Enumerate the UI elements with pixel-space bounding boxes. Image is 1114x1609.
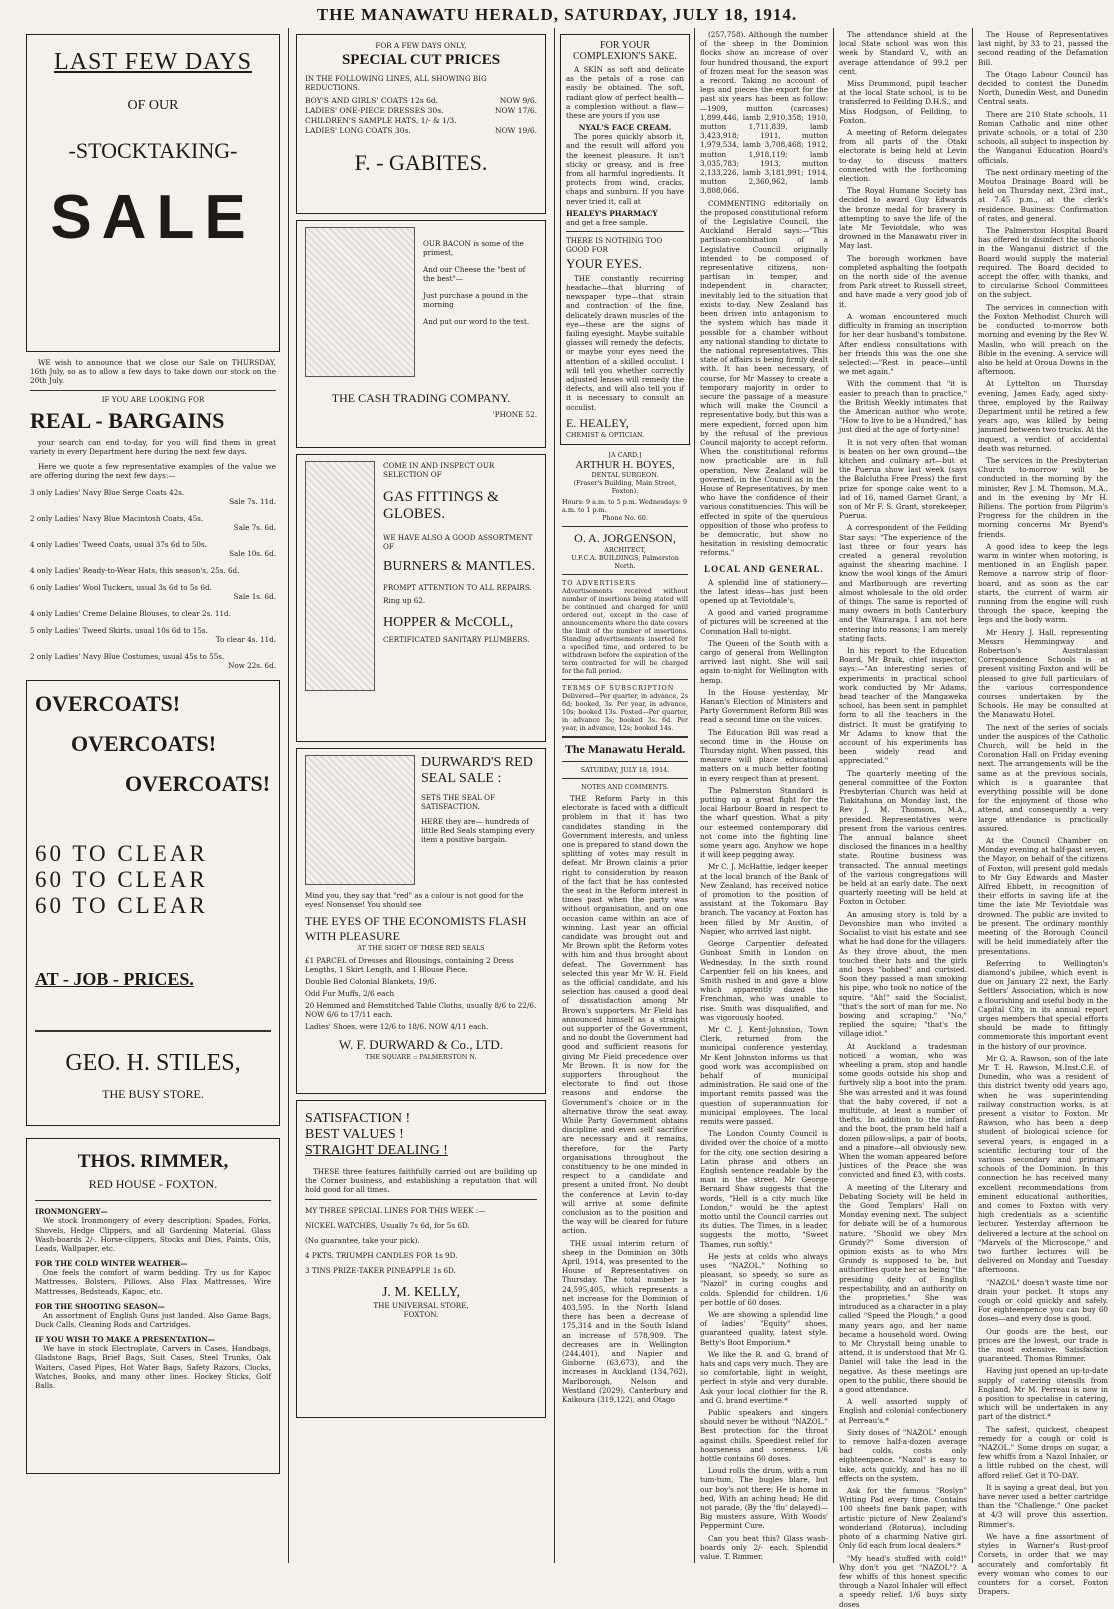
news-item: The House of Representatives last night, by 33 to 21, passed the second reading of the Defamation Bill.	[978, 30, 1108, 67]
column-ads-2	[292, 28, 550, 1563]
news-item: In his report to the Education Board, Mr Braik, chief inspector, says:—"An interesting series of experiments in practical school work conducted by Mr Adams, head teacher of the Mangaweka school, has been sent in pamphlet form to all the teachers in the district. It must be gratifying to Mr Adams to know that the account of his experiments has been widely read and appreciated."	[839, 646, 967, 766]
price-item-name: 2 only Ladies' Navy Blue Macintosh Coats, 45s.	[30, 514, 204, 524]
sale-of-our: OF OUR	[127, 98, 179, 113]
news-item: At the Council Chamber on Monday evening at half-past seven, the Mayor, on behalf of the citizens of Foxton, will present gold medals to Mr Guy Edwards and Master Alfred Ebbett, in recognition of their efforts in saving life at the time the late Mr Teviotdale was drowned. The public are invited to be present. The ordinary monthly meeting of the Borough Council will be held immediately after the presentations.	[978, 836, 1108, 956]
news-item: The London County Council is divided over the choice of a motto for the city, one section desiring a Latin phrase and others an English sentence readable by the man in the street. Mr George Bernard Shaw suggests that the words, "Hell is a city much like London," would be the aptest motto until the Council carries out its duties. The Times, in a leader, suggests the motto, "Sweet Thames, run softly."	[700, 1129, 828, 1249]
job-prices: AT - JOB - PRICES.	[35, 969, 194, 990]
rimmer-section-text: One feels the comfort of warm bedding. Try us for Kapoc Mattresses, Bolsters, Pillows. Also Flax Mattresses, Wire Mattresses, Bedsteads, Kapoc, etc.	[35, 1268, 271, 1296]
kelly-sub: THE UNIVERSAL STORE,	[373, 1300, 469, 1310]
healey-name: E. HEALEY,	[566, 415, 629, 430]
clear-line-2: 60 TO CLEAR	[35, 867, 208, 893]
hopper-l2: GAS FITTINGS & GLOBES.	[383, 489, 499, 522]
eyes-heading: YOUR EYES.	[566, 255, 642, 271]
editorial-3: (257,758). Although the number of the sheep in the Dominion flocks show an increase of over four hundred thousand, the export of frozen meat for the season was a record. Taking no account of legs and pieces the export for the past six years has been as follow:—1909, mutton (carcases) 1,899,446, lamb 2,910,358; 1910, mutton 1,711,839, lamb 3,423,918; 1911, mutton 1,979,534, lamb 3,708,468; 1912, mutton 1,918,119; lamb 3,035,783; 1913, mutton 2,133,226, lamb 3,181,991; 1914, mutton 2,360,962, lamb 3,808,066.	[700, 30, 828, 196]
kelly-item: 4 PKTS. TRIUMPH CANDLES FOR 1s 9D.	[305, 1250, 458, 1260]
durward-seal: SETS THE SEAL OF SATISFACTION.	[421, 793, 496, 811]
hopper-l4: BURNERS & MANTLES.	[383, 559, 536, 574]
news-item: Loud rolls the drum, with a rum tum-tum, The bugles blare, but our boy's not there; He is home in bed, With an aching head; He did not parade, (By the 'flu' delayed)— Big musters assure, With Woods' Peppermint Cure.	[700, 1466, 828, 1531]
healey-cream: NYAL'S FACE CREAM.	[578, 123, 672, 133]
news-item: Mr G. A. Rawson, son of the late Mr T. H. Rawson, M.Inst.C.E. of Dunedin, who was a resident of this district twenty odd years ago, when he was superintending railway construction works, is at present a visitor to Foxton. Mr Rawson, who has been a deep student of biological science for several years, is engaged in a scientific lecturing tour of the various secondary and primary schools of the Dominion. In this connection he has received many excellent recommendations from eminent educational authorities, and comes to Foxton with very high credentials as a scientific lecturer. Yesterday afternoon he delivered a lecture at the school on "Marvels of the Microscope," and two further lectures will be delivered on Monday and Tuesday afternoons.	[978, 1053, 1108, 1275]
hopper-l5: PROMPT ATTENTION TO ALL REPAIRS.	[383, 583, 532, 592]
overcoats-line-1: OVERCOATS!	[35, 691, 181, 717]
price-list-item	[30, 583, 276, 601]
kelly-l3: STRAIGHT DEALING !	[305, 1143, 448, 1158]
rimmer-section-heading: FOR THE SHOOTING SEASON—	[35, 1301, 165, 1311]
subscription-heading: TERMS OF SUBSCRIPTION	[562, 683, 675, 692]
hopper-l1: COME IN AND INSPECT OUR SELECTION OF	[383, 461, 495, 479]
rimmer-section-heading: IRONMONGERY—	[35, 1207, 108, 1217]
healey-l1: FOR YOUR COMPLEXION'S SAKE.	[572, 40, 678, 62]
gabites-item	[305, 116, 537, 126]
price-list-item	[30, 652, 276, 670]
news-item: We like the R. and G. brand of hats and caps very much. They are so comfortable, light in weight, perfect in style and very durable. Ask your local clothier for the R. and G. brand evertime.*	[700, 1349, 828, 1405]
column-5	[836, 28, 970, 1609]
real-bargains-heading: REAL - BARGAINS	[30, 407, 225, 433]
boyes-card-label: [A CARD.]	[608, 450, 642, 459]
news-item: The borough workmen have completed asphalting the footpath on the north side of the avenue from Park street to Russell street, and have made a very good job of it.	[839, 253, 967, 309]
gabites-item-price: NOW 9/6.	[499, 96, 537, 105]
cash-phone: 'PHONE 52.	[492, 410, 537, 419]
news-item: The next ordinary meeting of the Moutoa Drainage Board will be held on Thursday next, 23rd inst., at 7.45 p.m., at the clerk's residence. Business: Confirmation of rates, and general.	[978, 167, 1108, 223]
news-item: Miss Drummond, pupil teacher at the local State school, is to be transferred to Feilding D.H.S., and Miss Hodgson, of Feilding, to Foxton.	[839, 79, 967, 125]
durward-eyes: THE EYES OF THE ECONOMISTS FLASH WITH PLEASURE	[305, 914, 527, 943]
price-item-name: 5 only Ladies' Tweed Skirts, usual 10s 6d to 15s.	[30, 626, 208, 636]
kelly-item: 3 TINS PRIZE-TAKER PINEAPPLE 1s 6D.	[305, 1265, 456, 1275]
gabites-l3: IN THE FOLLOWING LINES, ALL SHOWING BIG REDUCTIONS.	[305, 74, 487, 92]
news-item: A correspondent of the Feilding Star says: "The experience of the last three or four years has created a general revolution against the shearing machine. I know the wool kings of the Amuri and Marlborough are reverting almost wholesale to the old order of things. The same is reported of many owners in both Canterbury and the Wairarapa. I am not here entering into reasons; I am merely stating facts.	[839, 523, 967, 643]
gabites-item	[305, 126, 537, 136]
kelly-l2: BEST VALUES !	[305, 1127, 404, 1142]
editorial-2: THE usual interim return of sheep in the Dominion on 30th April, 1914, was presented to the House of Representatives on Thursday. The total number is 24,595,405, which represents a net increase for the Dominion of 403,595. In the North Island there has been a decrease of 175,314 and in the South Island an increase of 578,909. The decreases are in Wellington (244,401), and Napier and Gisborne (63,673), and the increases in Auckland (134,762), Marlborough, Nelson and Westland (2029), Canterbury and Kaikoura (319,122), and Otago	[562, 1238, 688, 1405]
kelly-ad	[296, 1100, 546, 1418]
news-item: The Queen of the South with a cargo of general from Wellington arrived last night. She will sail again to-night for Wellington with hemp.	[700, 638, 828, 685]
price-item-name: 4 only Ladies' Tweed Coats, usual 37s 6d to 50s.	[30, 540, 207, 550]
news-item: The services in connection with the Foxton Methodist Church will be conducted to-morrow both morning and evening by the Rev W. Maslin, who will preach on the Bible in the evening. A service will also be held at Oroua Downs in the afternoon.	[978, 302, 1108, 377]
price-item-name: 2 only Ladies' Navy Blue Costumes, usual 45s to 55s.	[30, 652, 225, 662]
kelly-text: THESE three features faithfully carried out are building up the Corner business, and establishing a reputation that will hold good for all times.	[305, 1167, 537, 1195]
clear-line-3: 60 TO CLEAR	[35, 893, 208, 919]
paper-title: The Manawatu Herald.	[564, 741, 686, 756]
column-3	[558, 28, 692, 1563]
news-item: A meeting of the Literary and Debating Society will be held in the Good Templars' Hall on Monday evening next. The subject for debate will be of a humorous nature. "Should we obey Mrs Grundy?" Some diversion of opinion exists as to who Mrs Grundy is supposed to be, but authorities quote her as being "the presiding deity of English respectability, and an authority on the proprieties." She was introduced as a character in a play called "Speed the Plough," a good many years ago, and her name became a household word. Owing to Mr Chrystall being unable to attend, it is understood that Mr G. Daniel will take the lead in the negative. As these meetings are open to the public, there should be a good attendance.	[839, 1182, 967, 1395]
eyes-text: THE constantly recurring headache—that blurring of newspaper type—that strain and contraction of the fine, delicately drawn muscles of the eye—these are the signs of failing eyesight. Maybe suitable glasses will remedy the defects, or maybe your eyes need the attention of a skilled occulist. I will tell you whether correctly adjusted lenses will remedy the defects, and will also tell you if it is necessary to consult an occulist.	[566, 273, 684, 412]
news-item: The safest, quickest, cheapest remedy for a cough or cold is "NAZOL." Some drops on sugar, a few whiffs from a Nazol Inhaler, or a little rubbed on the chest, will afford relief. Get it TO-DAY.	[978, 1424, 1108, 1480]
butcher-illustration	[305, 227, 415, 377]
healey-pharmacy: HEALEY'S PHARMACY	[566, 208, 658, 218]
rimmer-section-text: We have in stock Electroplate, Carvers in Cases, Handbags, Gladstone Bags, Brief Bags, Suit Cases, Steel Trunks, Oak Waiters, Cased Pipes, Hot Water Bags, Safety Razors, Clocks, Watches, Books, and many other lines. Hockey Sticks, Golf Balls.	[35, 1344, 271, 1391]
price-item-name: 3 only Ladies' Navy Blue Serge Coats 42s.	[30, 488, 185, 498]
editorial-4: COMMENTING editorially on the proposed constitutional reform of the Legislative Council, the Auckland Herald says:—"This partisan-combination of a Legislative Council originally intended to be composed of representative citizens, non-partisan in temper, and independent in character, inevitably led to the situation that exists to-day. New Zealand has been driven into antagonism to the system which has made it possible for a chamber without any national standing to dictate to the national representatives. This state of affairs is being firmly dealt with. It has been necessary, of course, for Mr Massey to create a temporary majority in order to secure the passage of a measure which will make the Council a representative body, but this was a mere expedient, forced upon him by the refusal of the previous Council majority to accept reform. When the constitutional reforms now practicable are in full operation, New Zealand will be governed, in the Council as in the House of Representatives, by men who have the confidence of their various constituencies. This will be effected in spite of the querulous opposition of those who profess to be democratic, but show no hesitation in resisting democratic reforms."	[700, 198, 828, 558]
price-list	[30, 488, 276, 670]
healey-text-2: The pores quickly absorb it, and the result will afford you the keenest pleasure. It isn't sticky or greasy, and is free from all harmful ingredients. It protects from wind, cracks, chaps and sunburn. If you have never tried it, call at	[566, 132, 684, 206]
advertisers-text: Advertisements received without number of insertions being stated will be continued and charged for until ordered out, except in the case of announcements where the date covers the limit of the number of insertions. Standing advertisements inserted for a specified time, and ordered to be withdrawn before the expiration of the term contracted for will be charged for the full period.	[562, 586, 688, 675]
durward-name: W. F. DURWARD & Co., LTD.	[338, 1037, 504, 1052]
gabites-item	[305, 96, 537, 106]
news-item: Sixty doses of "NAZOL" enough to remove half-a-dozen average bad colds, costs only eighteenpence. "Nazol" is easy to take, acts quickly, and has no ill effects on the system.	[839, 1427, 967, 1483]
boyes-addr: (Fraser's Building, Main Street, Foxton).	[573, 478, 677, 495]
hopper-ad	[296, 454, 546, 742]
news-item: A good and varied programme of pictures will be screened at the Coronation Hall to-night.	[700, 608, 828, 636]
stiles-bargains	[22, 358, 284, 670]
rimmer-section-heading: FOR THE COLD WINTER WEATHER—	[35, 1259, 188, 1269]
cash-trading-ad	[296, 220, 546, 448]
sale-big-word: SALE	[50, 183, 256, 252]
stiles-name: GEO. H. STILES,	[65, 1050, 241, 1077]
news-item: "NAZOL" doesn't waste time nor drain your pocket. It stops any cough or cold quickly and safely. For eighteenpence you can buy 60 doses—and every dose is good.	[978, 1277, 1108, 1324]
gabites-item-name: BOY'S AND GIRLS' COATS 12s 6d.	[305, 96, 439, 105]
news-item: The next of the series of socials under the auspices of the Catholic Church, will be held in the Coronation Hall on Friday evening next. The arrangements will be the same as at the previous socials, which is a guarantee that everything possible will be done for the enjoyment of those who attend, and consequently a very large attendance is practically assured.	[978, 722, 1108, 833]
price-item-price: Sale 10s. 6d.	[229, 549, 276, 559]
news-item: We have a fine assortment of styles in Warner's Rust-proof Corsets, in order that we may accurately and comfortably fit every woman who comes to our counters for a corset. Foxton Drapers.	[978, 1531, 1108, 1597]
kelly-town: FOXTON.	[403, 1309, 439, 1319]
clear-line-1: 60 TO CLEAR	[35, 841, 208, 867]
news-item: A splendid line of stationery—the latest ideas—has just been opened up at Teviotdale's.	[700, 577, 828, 605]
gabites-ad	[296, 34, 546, 214]
price-item-price: Sale 7s. 11d.	[229, 497, 276, 507]
overcoats-line-2: OVERCOATS!	[71, 731, 217, 757]
price-item-price: Sale 1s. 6d.	[233, 592, 276, 602]
jorgenson-name: O. A. JORGENSON,	[574, 530, 676, 545]
news-item: At Lyttelton on Thursday evening, James Eady, aged sixty-three, employed by the Railway Department until he retired a few years ago, was killed by being jammed between two trucks. At the inquest, a verdict of accidental death was returned.	[978, 379, 1108, 453]
news-item: At Auckland a tradesman noticed a woman, who was wheeling a pram, stop and handle some goods outside his shop and furtively slip a boot into the pram. She was arrested and it was found that the baby covered, if not a multitude, at least a number of thefts. In addition to the infant and the boot, the pram held half a dozen pillow-slips, a pair of boots, and a pinafore—all obviously new. When the woman appeared before Justices of the Peace she was convicted and fined £3, with costs.	[839, 1041, 967, 1180]
overcoats-line-3: OVERCOATS!	[125, 771, 271, 797]
subscription-text: Delivered—Per quarter, in advance, 2s 6d; booked, 3s. Per year, in advance, 10s; booked 13s. Posted—Per quarter, in advance 3s; booked 3s. 6d. Per year, in advance, 12s; booked 14s.	[562, 691, 688, 732]
kelly-l1: SATISFACTION !	[305, 1111, 411, 1126]
stiles-quote: Here we quote a few representative examples of the value we are offering during the next few days:—	[30, 462, 276, 481]
kelly-item: (No guarantee, take your pick).	[305, 1235, 420, 1245]
eyes-l1: THERE IS NOTHING TOO GOOD FOR	[566, 235, 663, 254]
news-item: Having just opened an up-to-date supply of catering utensils from England, Mr M. Perreau is now in a position to specialise in catering, which will be undertaken in any part of the district.*	[978, 1366, 1108, 1422]
durward-items	[305, 956, 537, 1031]
stiles-intro: WE wish to announce that we close our Sale on THURSDAY, 16th July, so as to allow a few days to take down our stock on the 20th July.	[30, 358, 276, 386]
news-item: The services in the Presbyterian Church to-morrow will be conducted in the morning by the minister, Rev J. M. Thomson, M.A., and in the evening by Mr H. Billens. The portion from Pilgrim's Progress for the children in the morning concerns Mr Byend's friends.	[978, 455, 1108, 539]
news-item: The Royal Humane Society has decided to award Guy Edwards the bronze medal for bravery in attempting to save the life of the late Mr Teviotdale, who was drowned in the Manawatu river in May last.	[839, 186, 967, 251]
stiles-looking: IF YOU ARE LOOKING FOR	[101, 394, 205, 404]
healey-cream-ad	[560, 34, 690, 445]
rimmer-sub: RED HOUSE - FOXTON.	[88, 1177, 218, 1192]
news-item: A meeting of Reform delegates from all parts of the Otaki electorate is being held at Levin to-day to discuss matters connected with the forthcoming election.	[839, 128, 967, 184]
rimmer-ad	[26, 1138, 280, 1474]
news-item: Referring to Wellington's diamond's jubilee, which event is due on January 22 next, the Early Settlers' Association, which is now a flourishing and useful body in the Capital City, in its annual report urges members that special efforts should be made to fittingly commemorate this important event in the history of our province.	[978, 958, 1108, 1051]
column-4	[697, 28, 831, 1563]
durward-heading: DURWARD'S RED SEAL SALE :	[421, 755, 533, 786]
durward-item: £1 PARCEL of Dresses and Blousings, containing 2 Dress Lengths, 1 Skirt Length, and 1 Blouse Piece.	[305, 956, 514, 974]
price-list-item	[30, 488, 276, 506]
seal-illustration	[305, 755, 415, 885]
news-item: A good idea to keep the legs warm in winter when motoring, is mentioned in an English paper. Remove a narrow strip of floor-board, and as soon as the car starts, the current of warm air running from the engine will rush through the space, keeping the legs and the body warm.	[978, 541, 1108, 625]
news-item: Mr C. J. Kent-Johnston, Town Clerk, returned from the municipal conference yesterday. Mr Kent Johnston informs us that good work was accomplished on behalf of municipal administration. He said one of the important remits passed was the question of superannuation for municipal employees. The local remits were passed.	[700, 1024, 828, 1126]
kelly-special: MY THREE SPECIAL LINES FOR THIS WEEK :—	[305, 1205, 486, 1215]
notes-heading: NOTES AND COMMENTS.	[581, 782, 669, 791]
news-item: In the House yesterday, Mr Hanan's Election of Ministers and Party Government Reform Bill was read a second time on the voices.	[700, 687, 828, 725]
news-item: A well assorted supply of English and colonial confectionery at Perreau's.*	[839, 1397, 967, 1425]
stiles-find: your search can end to-day, for you will find them in great variety in every Department here during the next few days.	[30, 437, 276, 456]
news-item: There are 210 State schools, 11 Roman Catholic and nine other private schools, or a total of 230 schools, all subject to inspection by the Wanganui Education Board's officials.	[978, 109, 1108, 165]
news-item: It is saying a great deal, but you have never used a better cartridge than the "Challenge." One packet at 4/3 will prove this assertion. Rimmer's.	[978, 1482, 1108, 1529]
local-heading: LOCAL AND GENERAL.	[704, 563, 824, 574]
cash-verse-line: Just purchase a pound in the morning	[423, 291, 528, 309]
gabites-item-price: NOW 19/6.	[494, 126, 537, 135]
price-list-item	[30, 626, 276, 644]
hopper-l3: WE HAVE ALSO A GOOD ASSORTMENT OF	[383, 533, 533, 551]
cash-name: THE CASH TRADING COMPANY.	[331, 391, 511, 405]
sale-heading: LAST FEW DAYS	[54, 49, 252, 75]
news-item: "My head's stuffed with cold!" Why don't you get "NAZOL"? A few whiffs of this honest specific through a Nazol Inhaler will effect a speedy relief. 1/6 buys sixty doses	[839, 1553, 967, 1609]
gabites-l1: FOR A FEW DAYS ONLY,	[375, 41, 467, 50]
durward-item: Double Bed Colonial Blankets, 19/6.	[305, 977, 437, 986]
gabites-l2: SPECIAL CUT PRICES	[341, 52, 501, 68]
gabites-item	[305, 106, 537, 116]
boyes-sub: DENTAL SURGEON.	[591, 470, 659, 479]
kelly-items	[305, 1221, 537, 1275]
durward-ad	[296, 748, 546, 1094]
durward-mind: Mind you, they say that "red" as a colour is not good for the eyes! Nonsense! You should see	[305, 891, 524, 909]
boyes-name: ARTHUR H. BOYES,	[575, 458, 675, 471]
paper-date: SATURDAY, JULY 18, 1914.	[580, 765, 670, 774]
news-item: An amusing story is told by a Devonshire man who invited a Socialist to visit his estate and see what he had done for the villagers. As they drove about, the men touched their hats and the girls and boys "bobbed" and curtsied. Soon they passed a man smoking his pipe, who took no notice of the squire. "Ah!" said the Socialist, "that's the sort of man for me. No bowing and scraping." "No," replied the squire; "that's the village idiot."	[839, 909, 967, 1039]
durward-here: HERE they are— hundreds of little Red Seals stamping every item a positive bargain.	[421, 817, 535, 844]
rimmer-section-text: We stock Ironmongery of every description: Spades, Forks, Shovels, Hedge Clippers, and all Gardening Material. Glass Wash-boards 2/-. Horse-clippers, Stocks and Dies, Paints, Oils, Leads, Wallpaper, etc.	[35, 1216, 271, 1254]
healey-sub: CHEMIST & OPTICIAN.	[566, 430, 645, 439]
durward-item: Ladies' Shoes, were 12/6 to 18/6. NOW 4/11 each.	[305, 1022, 489, 1031]
gabites-item-price: NOW 17/6.	[494, 106, 537, 115]
overcoats-ad	[26, 680, 280, 1126]
cash-verse-line: OUR BACON is some of the primest,	[423, 239, 524, 257]
durward-item: 20 Hemmed and Hemstitched Table Cloths, usually 8/6 to 22/6. NOW 6/6 to 17/11 each.	[305, 1001, 537, 1019]
news-item: Public speakers and singers should never be without "NAZOL." Best protection for the throat against chills. Speediest relief for hoarseness and soreness. 1/6 bottle contains 60 doses.	[700, 1408, 828, 1464]
column-stiles-rimmer	[22, 28, 284, 1563]
news-item: We are showing a splendid line of ladies' "Equity" shoes, guaranteed quality, latest style. Betty's Boot Emporium.*	[700, 1310, 828, 1347]
gabites-item-name: LADIES' LONG COATS 30s.	[305, 126, 411, 135]
news-item: George Carpentier defeated Gunboat Smith in London on Wednesday. In the sixth round Carpentier fell on his knees, and Smith rushed in and gave a blow which apparently dazed the Frenchman, who was unable to rise. Smith was disqualified, and was vigorously hooted.	[700, 939, 828, 1022]
hopper-ring: Ring up 62.	[383, 596, 426, 605]
news-item: The Education Bill was read a second time in the House on Thursday night. When passed, this measure will place educational matters on a much better footing in every respect than at present.	[700, 727, 828, 783]
gabites-item-name: LADIES' ONE-PIECE DRESSES 30s.	[305, 106, 444, 115]
price-item-price: Now 22s. 6d.	[228, 661, 276, 671]
kelly-item: NICKEL WATCHES, Usually 7s 6d, for 5s 6D.	[305, 1220, 470, 1230]
news-item: He jests at colds who always uses "NAZOL." Nothing so pleasant, so speedy, so sure as "Nazol" in curing coughs and colds. Splendid for children. 1/6 per bottle of 60 doses.	[700, 1251, 828, 1307]
news-item: The Otago Labour Council has decided to contest the Dunedin North, Dunedin West, and Dunedin Central seats.	[978, 69, 1108, 107]
hopper-name: HOPPER & McCOLL,	[383, 615, 514, 630]
news-item: A woman encountered much difficulty in framing an inscription for her dear husband's tombstone. After endless consultations with her friends this was the one she selected:—"Rest in peace—until we met again."	[839, 311, 967, 377]
price-item-price: To clear 4s. 11d.	[215, 635, 276, 645]
cash-verse-line: And put our word to the test.	[423, 317, 530, 326]
price-list-item	[30, 540, 276, 558]
jorgenson-addr: U.F.C.A. BUILDINGS, Palmerston North.	[571, 553, 679, 570]
cash-verse-line: And our Cheese the "best of the best"—	[423, 265, 526, 283]
jorgenson-sub: ARCHITECT,	[604, 545, 646, 554]
news-item: With the comment that "it is easier to preach than to practice," the British Weekly intimates that the American author who wrote, "How to live to be a Hundred," has just died at the age of forty-nine!	[839, 379, 967, 435]
durward-item: Odd Fur Muffs, 2/6 each	[305, 989, 395, 998]
advertisers-heading: TO ADVERTISERS	[562, 578, 637, 587]
cash-verse	[423, 239, 537, 377]
news-item: Ask for the famous "Roslyn" Writing Pad every time. Contains 100 sheets fine bank paper, with artistic picture of New Zealand's wonderland (Rotorua), including photo of a charming Native girl. Only 6d each from local dealers.*	[839, 1486, 967, 1551]
news-item: Can you beat this? Glass wash-boards only 2/- each. Splendid value. T. Rimmer.	[700, 1533, 828, 1562]
price-item-price: Sale 7s. 6d.	[233, 523, 276, 533]
healey-free: and get a free sample.	[566, 217, 648, 227]
rimmer-section-heading: IF YOU WISH TO MAKE A PRESENTATION—	[35, 1335, 215, 1345]
hopper-sub: CERTIFICATED SANITARY PLUMBERS.	[383, 635, 530, 644]
price-list-item	[30, 609, 276, 618]
durward-sight: AT THE SIGHT OF THESE RED SEALS	[357, 944, 485, 952]
gabites-items	[305, 96, 537, 136]
gabites-item-name: CHILDREN'S SAMPLE HATS, 1/- & 1/3.	[305, 116, 457, 125]
boyes-hours: Hours: 9 a.m. to 5 p.m. Wednesdays: 9 a.m. to 1 p.m.	[562, 497, 688, 514]
editorial-1: THE Reform Party in this electorate is faced with a difficult problem in that it has two candidates standing in the Government interests, and unless one is prepared to stand down the splitting of votes may result in defeat. Mr Brown claims a prior right to consideration by reason of the fact that he has contested the seat in the Reform interest in times past when the party was without organisation, and on one occasion came within an ace of winning. Last year an official candidate was brought out and Mr Brown split the Reform votes with him and thus brought about defeat. The Government has selected this year Mr W. H. Field as the official candidate, and his selection has caused a good deal of dissatisfaction among Mr Brown's supporters. Mr Field has announced himself as a straight out supporter of the Government, and no doubt the Government had good and sufficient reasons for giving Mr Field precedence over Mr Brown. It is now for the supporters throughout the electorate to find out those reasons and endorse the Government's choice or in the alternative throw the seat away. While Party Government obtains discipline and even self sacrifice are necessary and it remains, therefore, for the Party organisations throughout the constituency to be one minded in respect to a candidate and present a united front. No doubt the conference at Levin to-day will arrive at some definite conclusion as to the position and the way will be cleared for future action.	[562, 793, 688, 1236]
news-item: The attendance shield at the local State school was won this week by Standard V., with an average attendance of 99.2 per cent.	[839, 30, 967, 76]
news-item: It is not very often that woman is beaten on her own ground—the kitchen and culinary art—but at the Puerua show last week (says the Balclutha Free Press) the first prize for sponge cake went to a lad of 16, named Garnet Grant, a son of Mr F. S. Grant, storekeeper, Puerua.	[839, 437, 967, 521]
durward-addr: THE SQUARE :: PALMERSTON N.	[365, 1053, 477, 1061]
price-item-name: 4 only Ladies' Ready-to-Wear Hats, this season's, 25s. 6d.	[30, 566, 240, 576]
stiles-sale-ad	[26, 34, 280, 352]
news-item: Our goods are the best, our prices are the lowest, our trade is the most extensive. Satisfaction guaranteed. Thomas Rimmer.	[978, 1326, 1108, 1364]
rimmer-section-text: An assortment of English Guns just landed. Also Game Bags, Duck Calls, Cleaning Rods and Cartridges.	[35, 1310, 271, 1330]
rimmer-name: THOS. RIMMER,	[77, 1151, 229, 1173]
news-item: The quarterly meeting of the general committee of the Foxton Presbyterian Church was held at Tiakitahuna on Monday last, the Rev J. M. Thomson, M.A., presided. Representatives were present from the various centres. The annual balance sheet disclosed the finances in a healthy state. Routine business was transacted. The annual meetings of the various congregations will be held at an early date. The next quarterly meeting will be held at Foxton in October.	[839, 768, 967, 907]
healey-text: A SKIN as soft and delicate as the petals of a rose can easily be obtained. The soft, radiant glow of perfect health—a complexion without a flaw—these are yours if you use	[566, 65, 684, 121]
boyes-phone: Phone No. 60.	[602, 513, 648, 522]
price-item-name: 4 only Ladies' Creme Delaine Blouses, to clear 2s. 11d.	[30, 609, 231, 619]
price-list-item	[30, 514, 276, 532]
kelly-name: J. M. KELLY,	[381, 1284, 461, 1300]
busy-store: THE BUSY STORE.	[102, 1087, 204, 1102]
news-item: The Palmerston Hospital Board has offered to disinfect the schools in the Wanganui district if the Board would supply the material required. The Board decided to accept the offer, with thanks, and to circularise School Committees on the subject.	[978, 226, 1108, 300]
price-item-name: 6 only Ladies' Wool Tuckers, usual 3s 6d to 5s 6d.	[30, 583, 212, 593]
price-list-item	[30, 566, 276, 575]
stocktaking-heading: -STOCKTAKING-	[68, 138, 238, 163]
news-item: The Palmerston Standard is putting up a great fight for the local Harbour Board in respect to the wharf question. What a pity our esteemed contemporary did not come into the fighting line some years ago. Anyhow we hope it will keep pegging away.	[700, 785, 828, 860]
gabites-name: F. - GABITES.	[354, 150, 488, 175]
masthead: THE MANAWATU HERALD, SATURDAY, JULY 18, 1914.	[316, 5, 798, 24]
boyes-card	[558, 451, 692, 1404]
news-item: Mr C. J. McHattie, ledger keeper at the local branch of the Bank of New Zealand, has received notice of promotion to the position of assistant at the Tokomaru Bay branch. The vacancy at Foxton has been filled by Mr Austin, of Napier, who arrived last night.	[700, 862, 828, 936]
column-6	[975, 28, 1111, 1597]
news-item: Mr Henry J. Hall, representing Messrs Hemmingway and Robertson's Australasian Correspondence Schools is at present visiting Foxton and will be pleased to give full particulars of the various correspondence courses undertaken by the Schools. He may be consulted at the Manawatu Hotel.	[978, 627, 1108, 720]
gas-fitting-illustration	[305, 461, 375, 691]
rimmer-sections	[35, 1207, 271, 1390]
